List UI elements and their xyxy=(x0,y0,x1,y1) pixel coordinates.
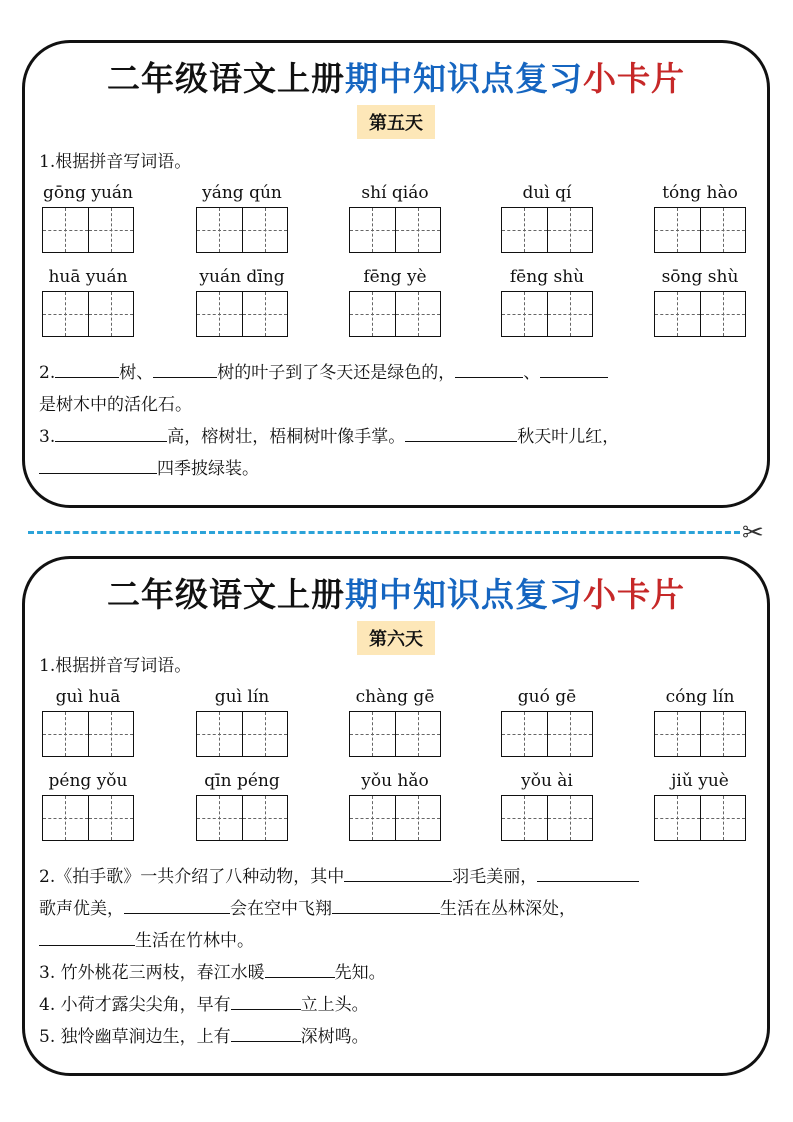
pinyin-item xyxy=(635,265,765,337)
day-badge: 第五天 xyxy=(357,105,435,139)
writing-grid[interactable] xyxy=(654,711,746,757)
question-2-text-d: 是树木中的活化石。 xyxy=(39,395,192,415)
pinyin-text: huā yuán xyxy=(48,267,128,287)
writing-grid[interactable] xyxy=(349,291,441,337)
question-2-text-d: 会在空中飞翔 xyxy=(230,899,332,919)
pinyin-text: shí qiáo xyxy=(361,183,429,203)
pinyin-item xyxy=(23,181,153,253)
question-3-text-c: 四季披绿装。 xyxy=(157,459,259,479)
pinyin-item xyxy=(177,181,307,253)
pinyin-text: guó gē xyxy=(517,687,577,707)
pinyin-item xyxy=(177,265,307,337)
card-title xyxy=(25,569,767,616)
fill-blank[interactable] xyxy=(39,456,157,474)
pinyin-text: guì lín xyxy=(214,687,270,707)
question-1-label: 1.根据拼音写词语。 xyxy=(39,152,192,172)
pinyin-item xyxy=(177,769,307,841)
pinyin-text: fēng shù xyxy=(509,267,585,287)
question-2-text-c: 歌声优美， xyxy=(39,899,124,919)
title-part-grade: 二年级语文上册 xyxy=(107,59,345,98)
fill-blank[interactable] xyxy=(124,896,230,914)
writing-grid[interactable] xyxy=(349,795,441,841)
pinyin-text: qīn péng xyxy=(204,771,280,791)
title-part-card: 小卡片 xyxy=(583,575,685,614)
fill-blank[interactable] xyxy=(231,992,301,1010)
question-3-text-b: 秋天叶儿红， xyxy=(517,427,620,447)
question-2-number: 2. xyxy=(39,363,56,383)
question-5-text-b: 深树鸣。 xyxy=(300,1027,369,1047)
fill-blank[interactable] xyxy=(55,424,167,442)
writing-grid[interactable] xyxy=(196,291,288,337)
review-card-day6 xyxy=(22,556,770,1076)
pinyin-text: yǒu ài xyxy=(521,771,573,791)
pinyin-item xyxy=(482,685,612,757)
writing-grid[interactable] xyxy=(196,795,288,841)
review-card-day5 xyxy=(22,40,770,508)
writing-grid[interactable] xyxy=(42,207,134,253)
question-1-label: 1.根据拼音写词语。 xyxy=(39,656,192,676)
pinyin-item xyxy=(482,265,612,337)
title-part-grade: 二年级语文上册 xyxy=(107,575,345,614)
fill-blank[interactable] xyxy=(455,360,523,378)
pinyin-item xyxy=(482,181,612,253)
question-3-text-b: 先知。 xyxy=(334,963,386,983)
fill-blank[interactable] xyxy=(537,864,639,882)
question-2-text-f: 生活在竹林中。 xyxy=(135,931,254,951)
pinyin-text: guì huā xyxy=(55,687,121,707)
fill-blank[interactable] xyxy=(55,360,119,378)
pinyin-item xyxy=(330,769,460,841)
pinyin-text: jiǔ yuè xyxy=(671,771,729,791)
question-3 xyxy=(39,421,753,485)
pinyin-text: fēng yè xyxy=(363,267,427,287)
pinyin-text: yuán dīng xyxy=(199,267,285,287)
pinyin-text: yáng qún xyxy=(202,183,282,203)
pinyin-text: péng yǒu xyxy=(48,771,128,791)
writing-grid[interactable] xyxy=(42,795,134,841)
writing-grid[interactable] xyxy=(501,711,593,757)
question-3 xyxy=(39,957,753,989)
pinyin-text: sōng shù xyxy=(661,267,739,287)
title-part-review: 期中知识点复习 xyxy=(345,575,583,614)
pinyin-item xyxy=(635,685,765,757)
title-part-card: 小卡片 xyxy=(583,59,685,98)
pinyin-text: yǒu hǎo xyxy=(361,771,429,791)
question-5 xyxy=(39,1021,753,1053)
scissors-icon: ✂ xyxy=(742,518,764,548)
pinyin-row-2 xyxy=(25,769,767,869)
pinyin-text: chàng gē xyxy=(355,687,435,707)
fill-blank[interactable] xyxy=(153,360,217,378)
pinyin-text: tóng hào xyxy=(662,183,738,203)
question-2-text-c: 、 xyxy=(523,363,541,383)
question-2-text-b: 羽毛美丽， xyxy=(452,867,538,887)
question-2-text-b: 树的叶子到了冬天还是绿色的， xyxy=(217,363,456,383)
fill-blank[interactable] xyxy=(39,928,135,946)
question-4 xyxy=(39,989,753,1021)
pinyin-item xyxy=(635,769,765,841)
fill-blank[interactable] xyxy=(332,896,440,914)
question-2-text-a: 2.《拍手歌》一共介绍了八种动物，其中 xyxy=(39,867,345,887)
pinyin-item xyxy=(330,181,460,253)
writing-grid[interactable] xyxy=(349,711,441,757)
writing-grid[interactable] xyxy=(654,207,746,253)
title-part-review: 期中知识点复习 xyxy=(345,59,583,98)
question-2 xyxy=(39,861,753,957)
writing-grid[interactable] xyxy=(501,291,593,337)
pinyin-item xyxy=(23,769,153,841)
fill-blank[interactable] xyxy=(540,360,608,378)
writing-grid[interactable] xyxy=(654,291,746,337)
question-2-text-a: 树、 xyxy=(119,363,154,383)
pinyin-text: duì qí xyxy=(522,183,572,203)
pinyin-item xyxy=(23,265,153,337)
question-4-text-b: 立上头。 xyxy=(300,995,369,1015)
cut-line xyxy=(28,531,740,534)
fill-blank[interactable] xyxy=(265,960,335,978)
writing-grid[interactable] xyxy=(42,711,134,757)
pinyin-item xyxy=(635,181,765,253)
card-title xyxy=(25,53,767,100)
writing-grid[interactable] xyxy=(501,795,593,841)
question-3-number: 3. xyxy=(39,427,56,447)
pinyin-item xyxy=(330,265,460,337)
day-badge: 第六天 xyxy=(357,621,435,655)
question-4-text-a: 4. 小荷才露尖尖角，早有 xyxy=(39,995,231,1015)
pinyin-text: cóng lín xyxy=(665,687,735,707)
question-2-text-e: 生活在丛林深处， xyxy=(440,899,576,919)
pinyin-row-2 xyxy=(25,265,767,365)
writing-grid[interactable] xyxy=(501,207,593,253)
writing-grid[interactable] xyxy=(42,291,134,337)
writing-grid[interactable] xyxy=(196,207,288,253)
writing-grid[interactable] xyxy=(349,207,441,253)
pinyin-item xyxy=(23,685,153,757)
pinyin-item xyxy=(177,685,307,757)
writing-grid[interactable] xyxy=(654,795,746,841)
question-2 xyxy=(39,357,753,421)
pinyin-text: gōng yuán xyxy=(43,183,133,203)
writing-grid[interactable] xyxy=(196,711,288,757)
fill-blank[interactable] xyxy=(231,1024,301,1042)
question-3-text-a: 高，榕树壮，梧桐树叶像手掌。 xyxy=(167,427,406,447)
pinyin-item xyxy=(330,685,460,757)
question-3-text-a: 3. 竹外桃花三两枝，春江水暖 xyxy=(39,963,265,983)
pinyin-item xyxy=(482,769,612,841)
question-5-text-a: 5. 独怜幽草涧边生，上有 xyxy=(39,1027,231,1047)
fill-blank[interactable] xyxy=(344,864,452,882)
fill-blank[interactable] xyxy=(405,424,517,442)
